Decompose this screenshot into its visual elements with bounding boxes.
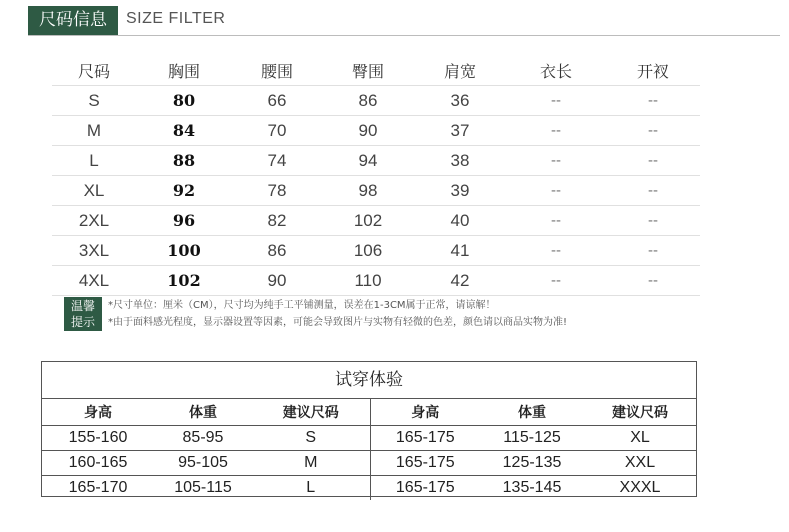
col-header-height: 身高: [84, 405, 112, 421]
slit-cell: --: [648, 242, 658, 259]
fit-table: [42, 399, 696, 500]
col-header-bust: 胸围: [167, 61, 200, 81]
table-row: [52, 236, 700, 266]
waist-cell: 82: [267, 210, 287, 230]
waist-cell: 70: [267, 120, 287, 140]
col-header-height: 身高: [411, 405, 440, 421]
slit-cell: --: [648, 152, 658, 169]
length-cell: --: [551, 152, 561, 169]
length-cell: --: [551, 122, 561, 139]
col-header-suggested-size: 建议尺码: [252, 399, 370, 426]
bust-cell: 96: [172, 211, 196, 230]
slit-cell: --: [648, 92, 658, 109]
shoulder-cell: 40: [450, 210, 470, 230]
weight-cell: 85-95: [154, 426, 252, 451]
waist-cell: 90: [267, 270, 287, 290]
tip-line-color: *由于面料感光程度，显示器设置等因素，可能会导致图片与实物有轻微的色差，颜色请以商品实物为准!: [108, 317, 568, 328]
section-subtitle: SIZE FILTER: [126, 10, 226, 27]
length-cell: --: [551, 242, 561, 259]
bust-cell: 88: [172, 151, 196, 170]
weight-cell: 105-115: [154, 476, 252, 501]
hip-cell: 86: [358, 90, 378, 110]
tips-badge-line2: 提示: [70, 315, 95, 329]
hip-cell: 110: [354, 270, 382, 290]
hip-cell: 98: [358, 180, 378, 200]
height-cell: 165-170: [42, 476, 154, 501]
weight-cell: 125-135: [480, 451, 584, 476]
col-header-slit: 开衩: [636, 61, 669, 81]
weight-cell: 95-105: [154, 451, 252, 476]
table-row: [52, 206, 700, 236]
size-chart-table: [52, 55, 700, 296]
table-row: [52, 116, 700, 146]
height-cell: 165-175: [370, 476, 480, 501]
slit-cell: --: [648, 122, 658, 139]
slit-cell: --: [648, 212, 658, 229]
size-table-header-row: [52, 55, 700, 86]
hip-cell: 90: [358, 120, 378, 140]
shoulder-cell: 38: [450, 150, 470, 170]
bust-cell: 80: [172, 91, 196, 110]
waist-cell: 78: [267, 180, 287, 200]
shoulder-cell: 37: [450, 120, 470, 140]
size-cell: 2XL: [78, 210, 110, 230]
col-header-hip: 臀围: [351, 61, 384, 81]
length-cell: --: [551, 272, 561, 289]
table-row: [42, 476, 696, 501]
bust-cell: 92: [172, 181, 196, 200]
col-header-suggested-size: 建议尺码: [612, 405, 668, 421]
table-row: [52, 176, 700, 206]
height-cell: 165-175: [370, 426, 480, 451]
tip-line-measurement: *尺寸单位：厘米（CM），尺寸均为纯手工平铺测量，误差在1-3CM属于正常，请谅解！: [108, 300, 496, 311]
table-row: [42, 451, 696, 476]
bust-cell: 84: [172, 121, 196, 140]
size-cell: L: [89, 150, 99, 170]
bust-cell: 102: [167, 271, 201, 290]
suggested-size-cell: S: [252, 426, 370, 451]
table-row: [52, 86, 700, 116]
bust-cell: 100: [167, 241, 201, 260]
slit-cell: --: [648, 272, 658, 289]
suggested-size-cell: XXXL: [584, 476, 696, 501]
weight-cell: 115-125: [480, 426, 584, 451]
size-cell: 3XL: [78, 240, 110, 260]
hip-cell: 106: [353, 240, 383, 260]
suggested-size-cell: L: [252, 476, 370, 501]
hip-cell: 94: [358, 150, 378, 170]
header-divider: [28, 35, 780, 36]
table-row: [52, 266, 700, 296]
height-cell: 155-160: [42, 426, 154, 451]
suggested-size-cell: XL: [584, 426, 696, 451]
waist-cell: 86: [267, 240, 287, 260]
hip-cell: 102: [353, 210, 383, 230]
length-cell: --: [551, 212, 561, 229]
section-title: 尺码信息: [28, 6, 118, 35]
height-cell: 165-175: [370, 451, 480, 476]
fit-table-header-row: [42, 399, 696, 426]
fit-experience-panel: [41, 361, 697, 497]
tips-badge-line1: 温馨: [70, 299, 95, 313]
tips-badge: [64, 297, 102, 331]
size-cell: M: [86, 120, 102, 140]
table-row: [52, 146, 700, 176]
length-cell: --: [551, 92, 561, 109]
fit-panel-title: 试穿体验: [42, 362, 696, 399]
col-header-shoulder: 肩宽: [443, 61, 476, 81]
col-header-weight: 体重: [518, 405, 546, 421]
col-header-size: 尺码: [77, 61, 110, 81]
slit-cell: --: [648, 182, 658, 199]
suggested-size-cell: XXL: [584, 451, 696, 476]
shoulder-cell: 36: [450, 90, 470, 110]
table-row: [42, 426, 696, 451]
suggested-size-cell: M: [252, 451, 370, 476]
waist-cell: 74: [267, 150, 287, 170]
weight-cell: 135-145: [480, 476, 584, 501]
tips-text: [108, 297, 567, 331]
col-header-length: 衣长: [539, 61, 572, 81]
height-cell: 160-165: [42, 451, 154, 476]
shoulder-cell: 42: [450, 270, 470, 290]
size-cell: XL: [83, 180, 105, 200]
col-header-waist: 腰围: [260, 61, 293, 81]
size-cell: S: [88, 90, 100, 110]
waist-cell: 66: [267, 90, 287, 110]
size-cell: 4XL: [78, 270, 110, 290]
col-header-weight: 体重: [189, 405, 217, 421]
shoulder-cell: 41: [450, 240, 470, 260]
shoulder-cell: 39: [450, 180, 470, 200]
length-cell: --: [551, 182, 561, 199]
